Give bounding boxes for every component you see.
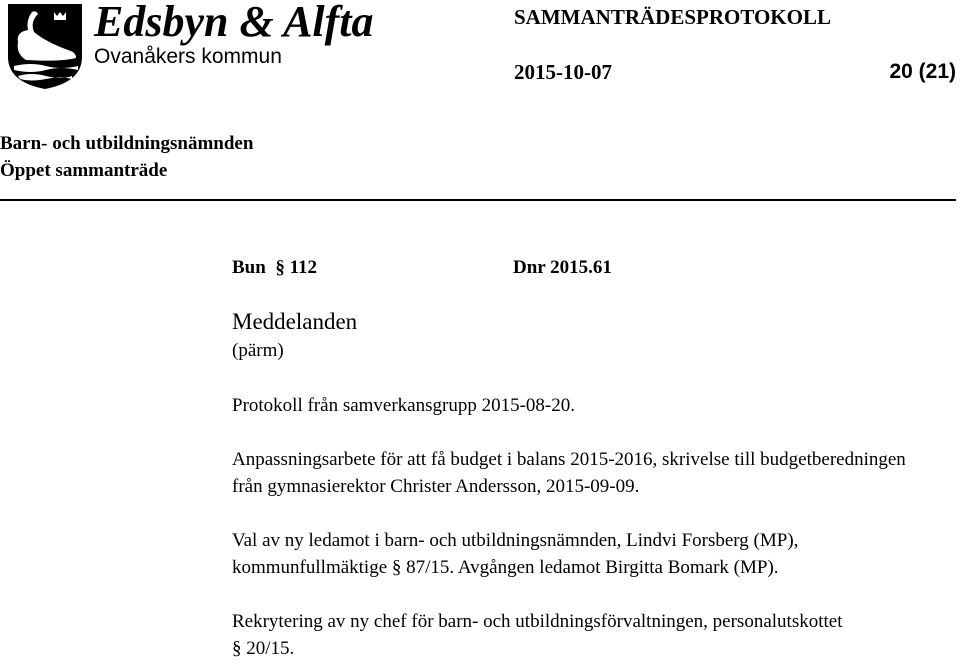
page-current: 20 — [889, 60, 913, 83]
item-subtitle: (pärm) — [232, 340, 284, 361]
header-divider — [0, 199, 956, 201]
logo-title: Edsbyn & Alfta — [94, 0, 374, 46]
section-sign: § — [275, 257, 285, 278]
meeting-date: 2015-10-07 — [514, 60, 612, 84]
paragraph: Rekrytering av ny chef för barn- och utbildningsförvaltningen, personalutskottet § 20/15. — [232, 611, 843, 659]
paragraph: Protokoll från samverkansgrupp 2015-08-20. — [232, 395, 575, 416]
body-text — [232, 392, 957, 662]
document-type: SAMMANTRÄDESPROTOKOLL — [514, 5, 831, 29]
paragraph: Val av ny ledamot i barn- och utbildningsnämnden, Lindvi Forsberg (MP), kommunfullmäktige § 87/15. Avgången ledamot Birgitta Bomark (MP). — [232, 530, 799, 578]
paragraph: Anpassningsarbete för att få budget i balans 2015-2016, skrivelse till budgetberedningen från gymnasierektor Christer Andersson, 2015-09-09. — [232, 449, 906, 497]
page-number — [889, 60, 956, 84]
coat-of-arms-swan-icon — [6, 2, 84, 90]
paragraph-label: Bun — [232, 257, 266, 278]
page-total: (21) — [918, 60, 956, 83]
logo — [2, 2, 382, 92]
paragraph-ref — [232, 257, 317, 279]
paragraph-number: 112 — [289, 257, 318, 278]
item-title: Meddelanden — [232, 309, 358, 334]
diary-number: Dnr 2015.61 — [513, 257, 612, 278]
session-type: Öppet sammanträde — [0, 160, 168, 181]
committee-name: Barn- och utbildningsnämnden — [0, 133, 254, 154]
logo-subtitle: Ovanåkers kommun — [94, 45, 282, 68]
